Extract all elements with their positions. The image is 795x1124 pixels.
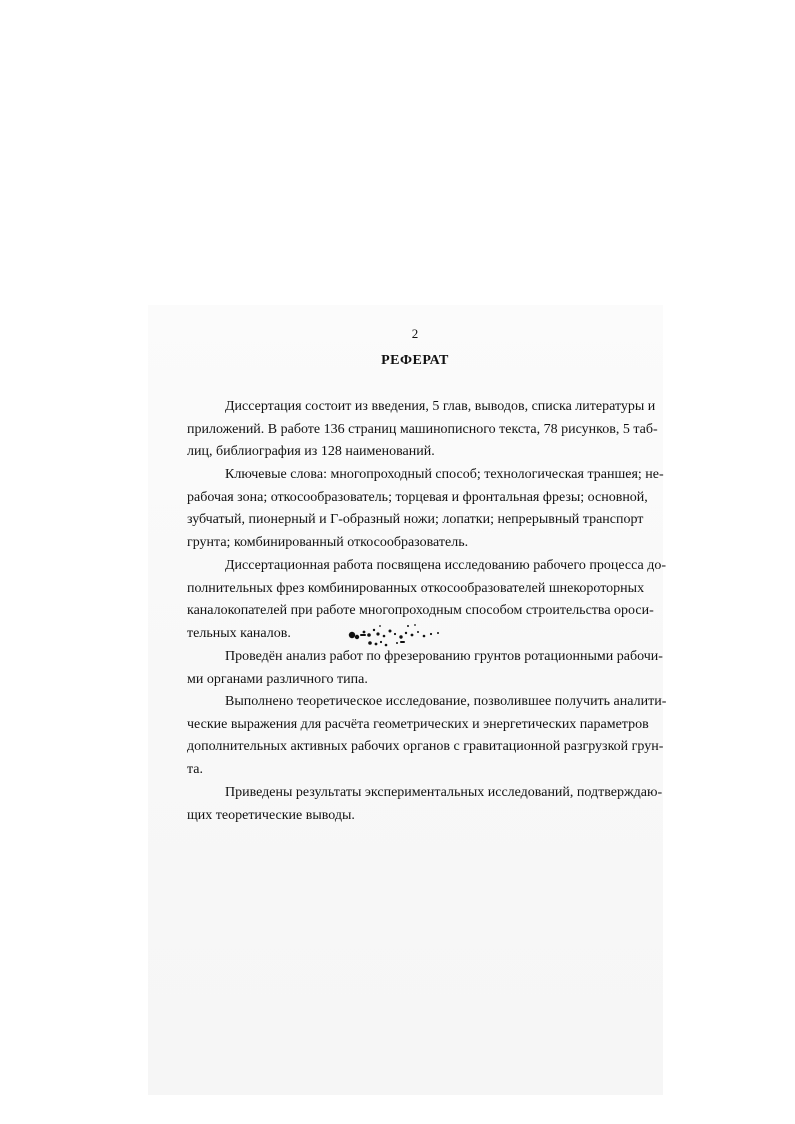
text-line: Диссертационная работа посвящена исследованию рабочего процесса до- xyxy=(225,558,666,573)
page-title: РЕФЕРАТ xyxy=(381,353,449,368)
paragraph-keywords xyxy=(187,464,664,554)
text-line: полнительных фрез комбинированных откосообразователей шнекороторных xyxy=(187,580,645,596)
paragraph-analysis xyxy=(187,646,663,691)
text-line: Диссертация состоит из введения, 5 глав, выводов, списка литературы и xyxy=(225,399,656,414)
text-line: Выполнено теоретическое исследование, позволившее получить аналити- xyxy=(225,694,667,709)
text-line: Ключевые слова: многопроходный способ; технологическая траншея; не- xyxy=(225,467,664,482)
text-line: лиц, библиография из 128 наименований. xyxy=(187,444,435,460)
text-line: приложений. В работе 136 страниц машинописного текста, 78 рисунков, 5 таб- xyxy=(187,421,658,437)
text-line: каналокопателей при работе многопроходным способом строительства ороси- xyxy=(187,603,654,619)
text-line: ческие выражения для расчёта геометрических и энергетических параметров xyxy=(187,716,649,732)
text-line: дополнительных активных рабочих органов с гравитационной разгрузкой грун- xyxy=(187,739,664,755)
text-line: рабочая зона; откосообразователь; торцевая и фронтальная фрезы; основной, xyxy=(187,489,648,505)
page-number: 2 xyxy=(411,326,419,341)
text-line: тельных каналов. xyxy=(187,625,291,641)
text-line: ми органами различного типа. xyxy=(187,671,368,687)
text-line: Проведён анализ работ по фрезерованию грунтов ротационными рабочи- xyxy=(225,649,663,664)
text-line: зубчатый, пионерный и Г-образный ножи; лопатки; непрерывный транспорт xyxy=(187,512,644,528)
text-line: грунта; комбинированный откосообразователь. xyxy=(187,534,469,550)
ink-smudge xyxy=(340,621,460,649)
text-line: та. xyxy=(187,761,204,777)
paragraph-theory xyxy=(187,691,667,781)
text-line: Приведены результаты экспериментальных исследований, подтверждаю- xyxy=(225,785,663,800)
paragraph-experiments xyxy=(187,782,663,827)
paragraph-summary xyxy=(187,396,658,464)
text-line: щих теоретические выводы. xyxy=(187,807,355,823)
